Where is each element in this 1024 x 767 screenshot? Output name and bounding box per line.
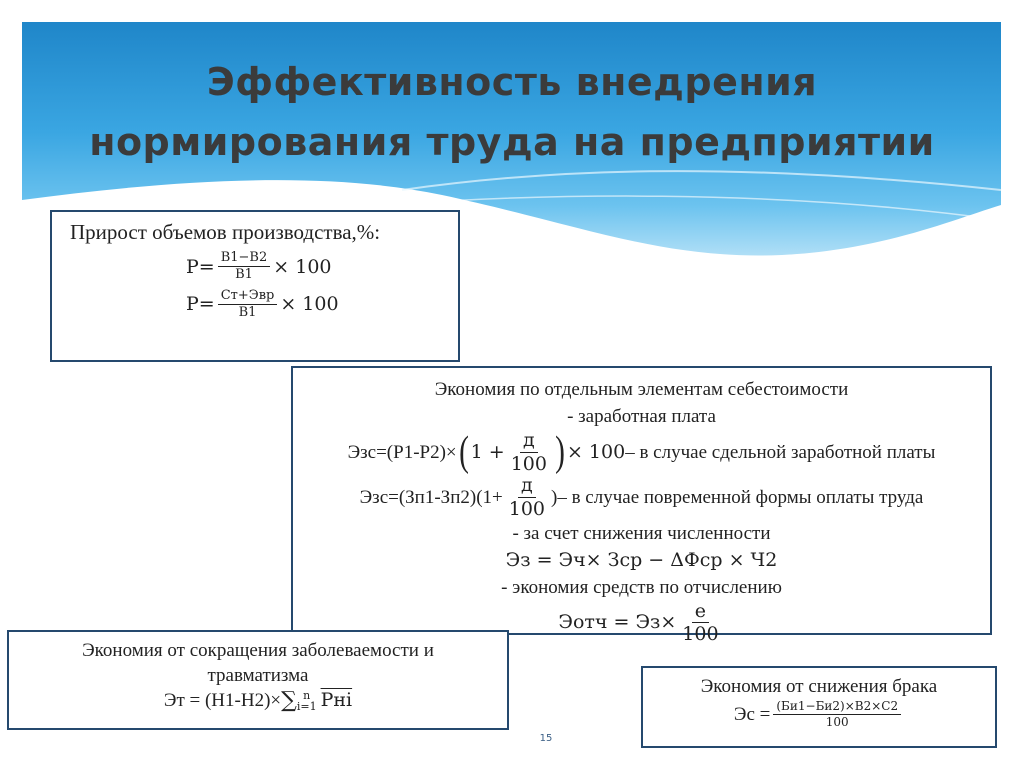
- growth-formula-1: [186, 251, 444, 283]
- formula-note: – в случае повременной формы оплаты труда: [557, 486, 924, 508]
- fraction-numerator: В1−В2: [218, 251, 271, 267]
- formula-lhs: Эзс=(Р1-Р2)×: [347, 441, 457, 463]
- fraction: [218, 251, 271, 283]
- open-paren: (: [458, 429, 469, 476]
- fraction-numerator: д: [520, 430, 538, 453]
- formula-one: 1 +: [470, 440, 505, 463]
- growth-heading: Прирост объемов производства,%:: [70, 220, 381, 244]
- formula-close: ): [551, 486, 558, 508]
- slide-title: [40, 52, 984, 172]
- wage-formula-piecework: [301, 430, 982, 475]
- fraction-denominator: 100: [510, 452, 547, 475]
- sum-lower-limit: i=1: [296, 699, 317, 713]
- formula-lhs: Эт = (Н1-Н2)×: [163, 690, 282, 711]
- cost-savings-box: [291, 366, 992, 646]
- sum-upper-limit: n: [303, 688, 311, 702]
- defect-savings-box: [641, 666, 997, 748]
- formula-lhs: P=: [186, 255, 215, 278]
- fraction: [679, 601, 721, 646]
- wage-subheading: - заработная плата: [567, 406, 716, 427]
- fraction: [218, 289, 278, 321]
- fraction-numerator: д: [518, 475, 536, 498]
- formula-tail: × 100: [566, 440, 626, 463]
- sum-symbol: ∑: [281, 688, 297, 713]
- fraction-numerator: Ст+Эвр: [218, 289, 278, 305]
- growth-formula-box: [50, 210, 460, 362]
- wage-formula-time-based: [301, 475, 982, 520]
- fraction-numerator: е: [692, 601, 709, 624]
- formula-tail: × 100: [280, 293, 339, 316]
- fraction-denominator: В1: [235, 267, 253, 283]
- cost-heading: Экономия по отдельным элементам себестоимости: [434, 379, 849, 400]
- formula-lhs: Эотч = Эз×: [558, 611, 677, 634]
- formula-lhs: P=: [186, 293, 215, 316]
- illness-heading-line-1: Экономия от сокращения заболеваемости и: [82, 640, 434, 661]
- fraction-denominator: В1: [238, 304, 257, 320]
- title-line-1: Эффективность внедрения: [206, 60, 818, 104]
- illness-formula: [19, 688, 497, 713]
- headcount-formula: Эз = Эч× Зср − ΔФср × Ч2: [505, 548, 778, 571]
- page-number: 15: [539, 733, 553, 744]
- formula-note: – в случае сдельной заработной платы: [625, 441, 936, 463]
- fraction-denominator: 100: [825, 715, 849, 730]
- fraction: [508, 430, 550, 475]
- defect-heading: Экономия от снижения брака: [700, 676, 938, 697]
- sum-term: Рнi: [320, 689, 353, 711]
- formula-tail: × 100: [273, 255, 332, 278]
- headcount-subheading: - за счет снижения численности: [512, 522, 771, 544]
- formula-lhs: Эзс=(Зп1-Зп2)(1+: [359, 486, 503, 508]
- deductions-subheading: - экономия средств по отчислению: [501, 576, 782, 598]
- fraction-numerator: (Би1−Би2)×В2×С2: [773, 700, 901, 715]
- sum-limits: [297, 690, 317, 712]
- fraction: [506, 475, 548, 520]
- title-line-2: нормирования труда на предприятии: [89, 120, 935, 164]
- illness-heading-line-2: травматизма: [207, 665, 309, 686]
- growth-formula-2: [186, 289, 444, 321]
- fraction-denominator: 100: [682, 623, 719, 646]
- defect-formula: [653, 700, 985, 729]
- fraction-denominator: 100: [508, 497, 545, 520]
- illness-savings-box: [7, 630, 509, 730]
- formula-lhs: Эс =: [733, 703, 771, 725]
- close-paren: ): [555, 429, 565, 476]
- fraction: [773, 700, 901, 729]
